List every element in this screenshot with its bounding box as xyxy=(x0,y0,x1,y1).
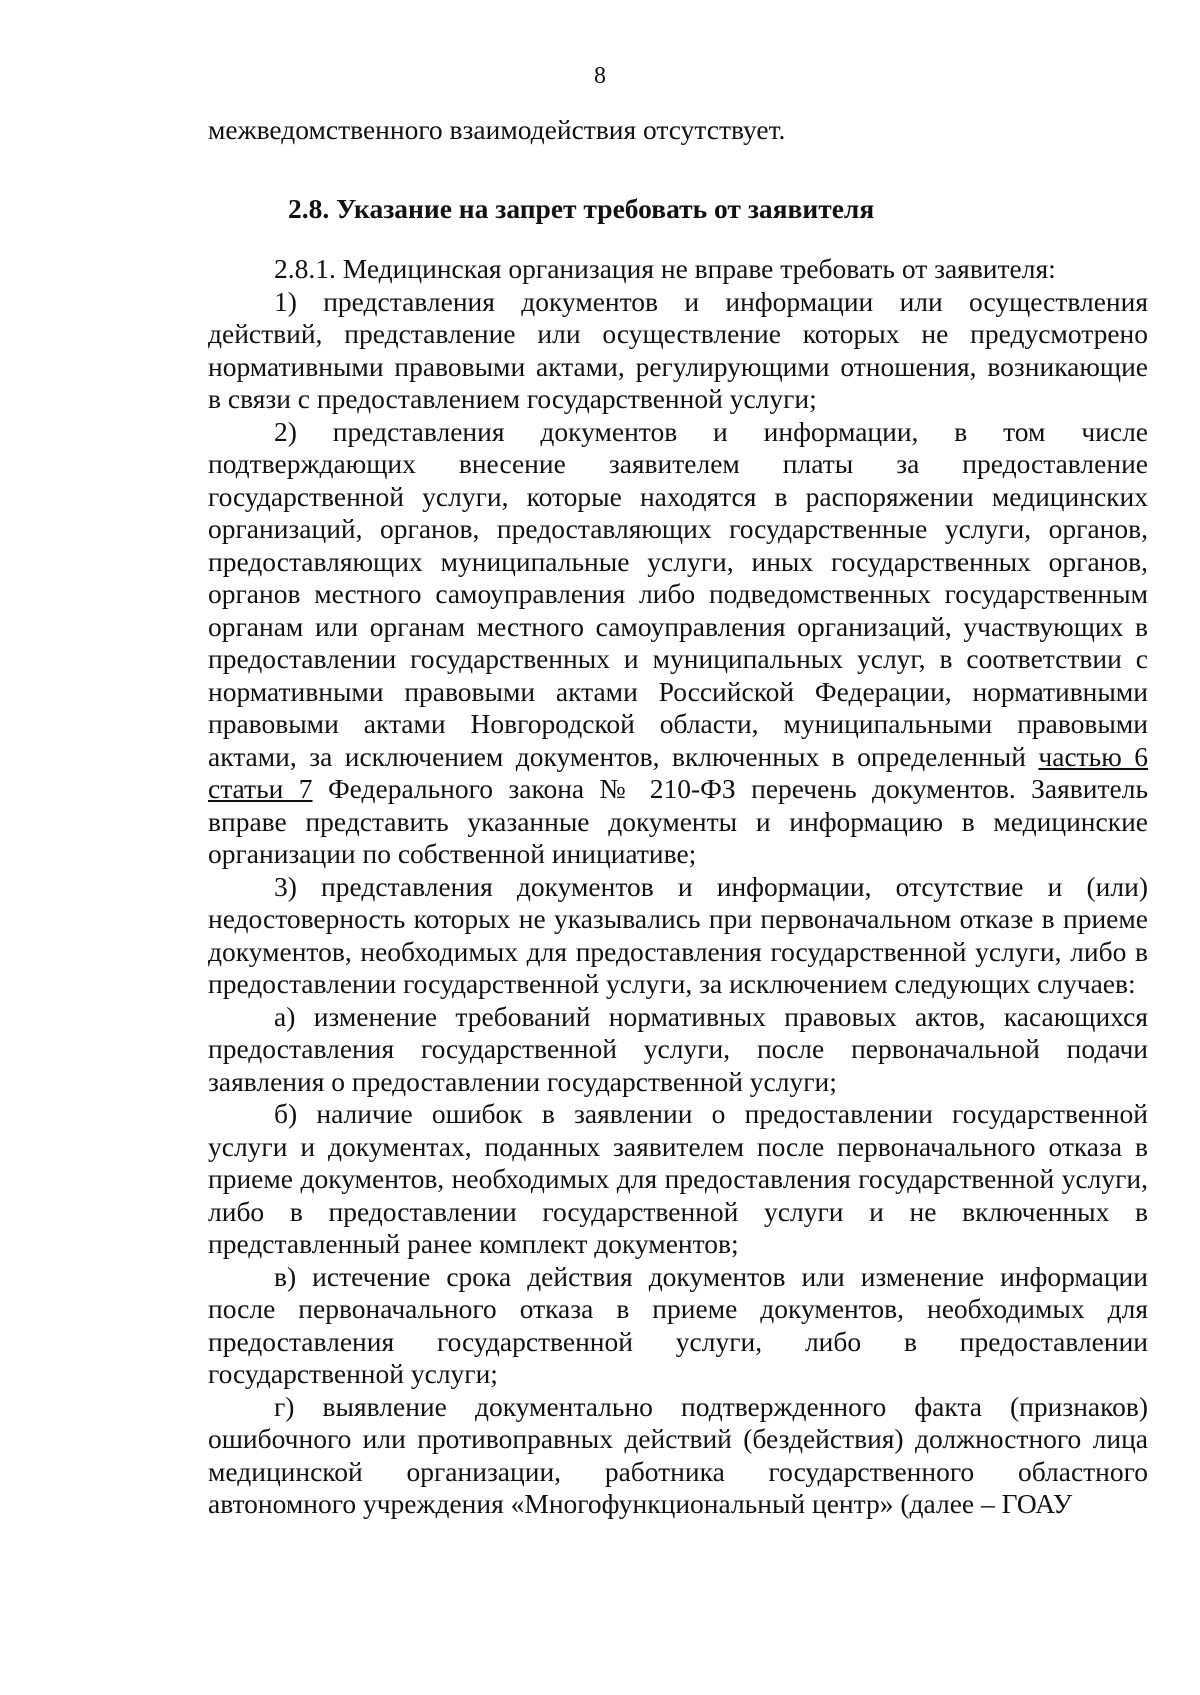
law-reference-link[interactable]: частью 6 статьи 7 xyxy=(208,740,1148,804)
list-item-2-text-start: 2) представления документов и информации, в том числе подтверждающих внесение заявителем платы за предоставление государственной услуги, которые находятся в распоряжении медицинских организаций, органов, предоставляющих государственные услуги, органов, предоставляющих муниципальные услуги, иных государственных органов, органов местного самоуправления либо подведомственных государственным органам или органам местного самоуправления организаций, участвующих в предоставлении государственных и муниципальных услуг, в соответствии с нормативными правовыми актами Российской Федерации, нормативными правовыми актами Новгородской области, муниципальными правовыми актами, за исключением документов, включенных в определенный xyxy=(208,415,1148,772)
sub-item-b: б) наличие ошибок в заявлении о предоставлении государственной услуги и документах, поданных заявителем после первоначального отказа в приеме документов, необходимых для предоставления государственной услуги, либо в предоставлении государственной услуги и не включенных в представленный ранее комплект документов; xyxy=(208,1098,1148,1259)
lead-paragraph: межведомственного взаимодействия отсутствует. xyxy=(208,114,786,145)
document-body xyxy=(208,114,1148,1521)
list-item-2 xyxy=(208,416,1148,871)
section-heading: 2.8. Указание на запрет требовать от заявителя xyxy=(288,192,875,224)
list-item-3: 3) представления документов и информации, отсутствие и (или) недостоверность которых не указывались при первоначальном отказе в приеме документов, необходимых для предоставления государственной услуги, либо в предоставлении государственной услуги, за исключением следующих случаев: xyxy=(208,870,1148,999)
sub-item-v: в) истечение срока действия документов или изменение информации после первоначального отказа в приеме документов, необходимых для предоставления государственной услуги, либо в предоставлении государственной услуги; xyxy=(208,1260,1148,1389)
sub-item-a: а) изменение требований нормативных правовых актов, касающихся предоставления государственной услуги, после первоначальной подачи заявления о предоставлении государственной услуги; xyxy=(208,1000,1148,1097)
list-item-2-text-end: Федерального закона № 210-ФЗ перечень документов. Заявитель вправе представить указанные документы и информацию в медицинские организации по собственной инициативе; xyxy=(208,773,1148,869)
list-item-1: 1) представления документов и информации или осуществления действий, представление или осуществление которых не предусмотрено нормативными правовыми актами, регулирующими отношения, возникающие в связи с предоставлением государственной услуги; xyxy=(208,285,1148,414)
paragraph-2-8-1: 2.8.1. Медицинская организация не вправе требовать от заявителя: xyxy=(274,253,1056,284)
sub-item-g: г) выявление документально подтвержденного факта (признаков) ошибочного или противоправных действий (бездействия) должностного лица медицинской организации, работника государственного областного автономного учреждения «Многофункциональный центр» (далее – ГОАУ xyxy=(208,1390,1148,1519)
page-number: 8 xyxy=(594,63,606,89)
